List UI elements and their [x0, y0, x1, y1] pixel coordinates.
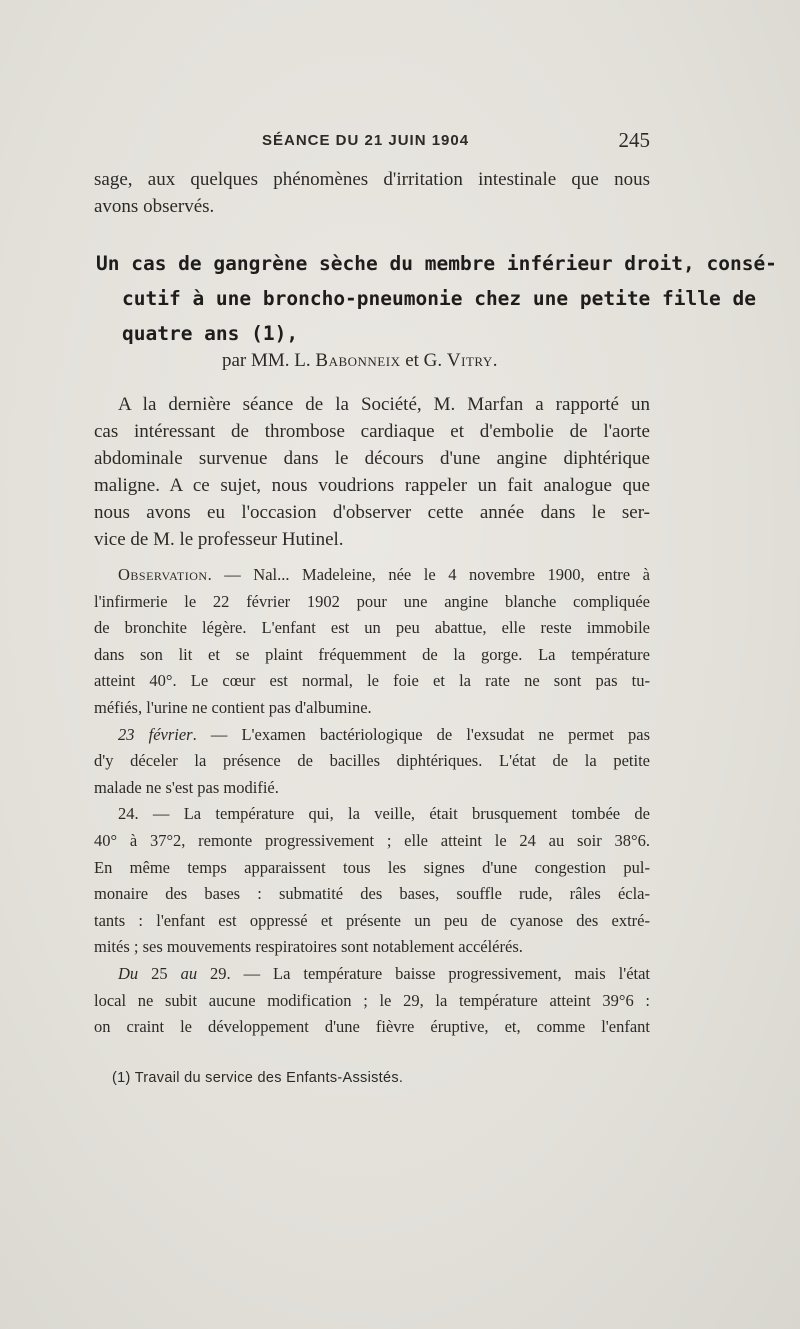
title-line: cutif à une broncho-pneumonie chez une petite fille de	[122, 287, 756, 310]
observation-label: Observation	[118, 565, 208, 584]
feb23-date: 23 février	[118, 724, 193, 744]
text-line: En même temps apparaissent tous les signes d'une congestion pul-	[94, 857, 650, 877]
text-line: sage, aux quelques phénomènes d'irritation intestinale que nous	[94, 169, 650, 190]
text-line: monaire des bases : submatité des bases, souffle rude, râles écla-	[94, 884, 650, 904]
text-line: on craint le développement d'une fièvre éruptive, et, comme l'enfant	[94, 1017, 650, 1037]
article-authors	[222, 350, 498, 372]
text-line: 40° à 37°2, remonte progressivement ; elle atteint le 24 au soir 38°6.	[94, 830, 650, 850]
author-vitry: Vitry	[446, 350, 493, 371]
range-au: au	[180, 963, 198, 983]
feb23-line	[94, 722, 650, 749]
text-line: vice de M. le professeur Hutinel.	[94, 529, 344, 550]
article-title	[96, 246, 777, 351]
text-line: d'y déceler la présence de bacilles diphtériques. L'état de la petite	[94, 751, 650, 771]
text-line: malade ne s'est pas modifié.	[94, 777, 279, 797]
authors-middle: et G.	[400, 350, 447, 371]
text-line: nous avons eu l'occasion d'observer cette année dans le ser-	[94, 502, 650, 523]
range-text: 29. — La température baisse progressivement, mais l'état	[197, 963, 651, 983]
text-line: A la dernière séance de la Société, M. Marfan a rapporté un	[118, 394, 650, 415]
continuation-paragraph	[94, 166, 650, 220]
text-line: dans son lit et se plaint fréquemment de la gorge. La température	[94, 644, 650, 664]
day24-line: 24. — La température qui, la veille, était brusquement tombée de	[118, 804, 650, 824]
text-line: tants : l'enfant est oppressé et présente un peu de cyanose des extré-	[94, 910, 650, 930]
text-line: de bronchite légère. L'enfant est un peu abattue, elle reste immobile	[94, 618, 650, 638]
observation-text: . — Nal... Madeleine, née le 4 novembre 1900, entre à	[207, 565, 650, 584]
text-line: abdominale survenue dans le décours d'une angine diphtérique	[94, 448, 650, 469]
title-line: Un cas de gangrène sèche du membre inférieur droit, consé-	[96, 252, 777, 275]
author-babonneix: Babonneix	[315, 350, 401, 371]
text-line: maligne. A ce sujet, nous voudrions rappeler un fait analogue que	[94, 475, 650, 496]
range-25: 25	[138, 963, 181, 983]
footnote: (1) Travail du service des Enfants-Assistés.	[112, 1070, 404, 1086]
observation-line	[94, 562, 650, 589]
text-line: local ne subit aucune modification ; le 29, la température atteint 39°6 :	[94, 990, 650, 1010]
text-line: avons observés.	[94, 196, 215, 217]
range-du: Du	[118, 963, 139, 983]
text-line: l'infirmerie le 22 février 1902 pour une angine blanche compliquée	[94, 591, 650, 611]
text-line: cas intéressant de thrombose cardiaque et d'embolie de l'aorte	[94, 421, 650, 442]
intro-paragraph	[94, 391, 650, 553]
title-line: quatre ans (1),	[122, 322, 299, 345]
text-line: mités ; ses mouvements respiratoires sont notablement accélérés.	[94, 937, 523, 957]
page-header	[92, 128, 650, 156]
running-head: SÉANCE DU 21 JUIN 1904	[262, 132, 470, 149]
text-line: méfiés, l'urine ne contient pas d'albumine.	[94, 697, 372, 717]
authors-suffix: .	[492, 350, 498, 371]
authors-prefix: par MM. L.	[222, 350, 316, 371]
observation-section	[94, 562, 650, 1041]
feb23-text: . — L'examen bactériologique de l'exsudat ne permet pas	[192, 724, 650, 744]
range-line	[94, 961, 650, 988]
page-number: 245	[618, 128, 650, 152]
text-line: atteint 40°. Le cœur est normal, le foie et la rate ne sont pas tu-	[94, 671, 650, 691]
